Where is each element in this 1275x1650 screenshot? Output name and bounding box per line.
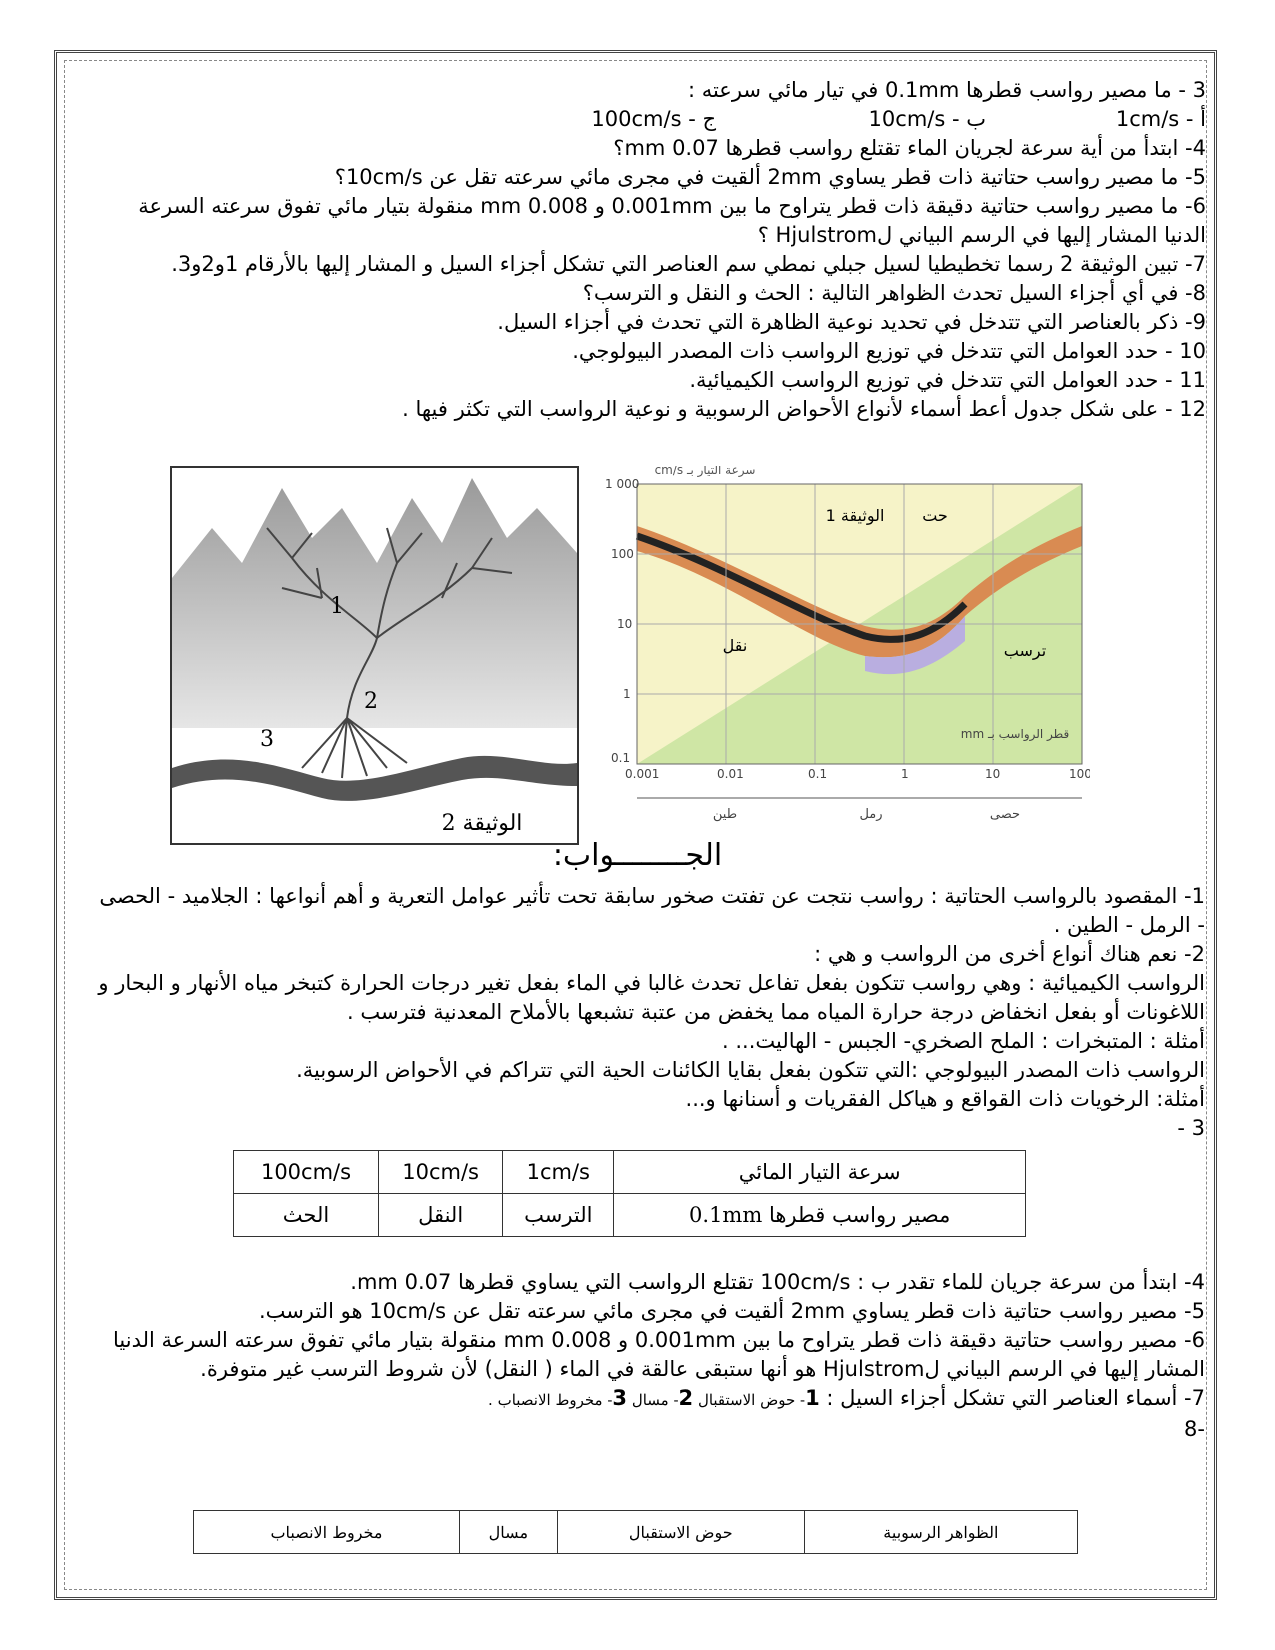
label-1: 1 xyxy=(330,594,344,619)
answer-8-label: -8 xyxy=(1184,1417,1205,1441)
label-2: 2 xyxy=(364,689,378,714)
answer-7-part2: - مسال xyxy=(627,1391,679,1409)
answer-3-table xyxy=(233,1150,1026,1237)
y-axis-title: سرعة التيار بـ cm/s xyxy=(654,466,756,477)
doc1-label: الوثيقة 1 xyxy=(825,506,885,525)
answer-2-examples: أمثلة : المتبخرات : الملح الصخري- الجبس - الهاليت... . xyxy=(722,1029,1205,1053)
x-tick-0-01: 0.01 xyxy=(717,767,744,781)
answer-2-biological: الرواسب ذات المصدر البيولوجي :التي تتكون بفعل بقايا الكائنات الحية التي تتراكم في الأحواض الرسوبية. xyxy=(296,1058,1205,1082)
table-cell: 10cm/s xyxy=(379,1151,503,1194)
question-10: 10 - حدد العوامل التي تتدخل في توزيع الرواسب ذات المصدر البيولوجي. xyxy=(572,339,1206,363)
table-cell: مصير رواسب قطرها 0.1mm xyxy=(614,1194,1026,1237)
x-axis-title: قطر الرواسب بـ mm xyxy=(960,727,1070,741)
y-tick-1000: 1 000 xyxy=(605,477,640,491)
x-tick-0-1: 0.1 xyxy=(808,767,828,781)
answer-7 xyxy=(95,1384,1205,1415)
class-gravel: حصى xyxy=(989,807,1021,822)
table-cell: 1cm/s xyxy=(503,1151,614,1194)
answer-7-part1: - حوض الاستقبال xyxy=(693,1391,806,1409)
question-7: 7- تبين الوثيقة 2 رسما تخطيطيا لسيل جبلي نمطي سم العناصر التي تشكل أجزاء السيل و المشار إليها بالأرقام 1و2و3. xyxy=(171,252,1206,276)
answer-8-table xyxy=(193,1510,1078,1554)
table-cell: مخروط الانصباب xyxy=(194,1511,460,1554)
torrent-drawing xyxy=(172,468,577,843)
answer-7-lead: 7- أسماء العناصر التي تشكل أجزاء السيل : xyxy=(819,1386,1205,1410)
question-5: 5- ما مصير رواسب حتاتية ذات قطر يساوي 2mm ألقيت في مجرى مائي سرعته تقل عن 10cm/s؟ xyxy=(334,165,1206,189)
y-tick-100: 100 xyxy=(611,547,634,561)
label-3: 3 xyxy=(260,727,274,752)
answers-section-2 xyxy=(95,1268,1205,1444)
y-tick-10: 10 xyxy=(617,617,633,631)
x-tick-100: 100 xyxy=(1069,767,1090,781)
question-3: 3 - ما مصير رواسب قطرها 0.1mm في تيار مائي سرعته : xyxy=(687,78,1206,102)
option-c: ج - 100cm/s xyxy=(591,107,716,131)
option-a: أ - 1cm/s xyxy=(1115,107,1206,131)
x-tick-0-001: 0.001 xyxy=(625,767,660,781)
answer-3-label: 3 - xyxy=(1177,1116,1205,1140)
torrent-diagram xyxy=(170,466,579,845)
answer-title: الجــــــــواب: xyxy=(552,838,723,873)
doc2-label: الوثيقة 2 xyxy=(441,811,523,836)
answer-4: 4- ابتدأ من سرعة جريان للماء تقدر ب : 100cm/s تقتلع الرواسب التي يساوي قطرها 0.07 mm. xyxy=(350,1270,1205,1294)
y-tick-1: 1 xyxy=(623,687,631,701)
table-cell: 100cm/s xyxy=(234,1151,379,1194)
table-cell: سرعة التيار المائي xyxy=(614,1151,1026,1194)
table-cell: مسال xyxy=(459,1511,557,1554)
hjulstrom-drawing xyxy=(605,466,1090,836)
answer-7-n3: 3 xyxy=(612,1386,628,1410)
table-row xyxy=(234,1151,1026,1194)
questions-section xyxy=(118,76,1206,424)
answer-2-chemical: الرواسب الكيميائية : وهي رواسب تتكون بفعل تفاعل تحدث غالبا في الماء بفعل تغير درجات الحرارة كتبخر مياه الأنهار و البحار و اللاغونات أو بفعل انخفاض درجة حرارة المياه مما يخفض من عتبة تشبعها بالأملاح المعدنية فترسب . xyxy=(98,971,1205,1024)
class-clay: طين xyxy=(712,807,738,822)
question-8: 8- في أي أجزاء السيل تحدث الظواهر التالية : الحث و النقل و الترسب؟ xyxy=(582,281,1206,305)
figures-row xyxy=(170,466,1090,846)
question-11: 11 - حدد العوامل التي تتدخل في توزيع الرواسب الكيميائية. xyxy=(689,368,1206,392)
x-tick-1: 1 xyxy=(901,767,909,781)
option-b: ب - 10cm/s xyxy=(868,107,986,131)
x-tick-10: 10 xyxy=(985,767,1001,781)
answer-5: 5- مصير رواسب حتاتية ذات قطر يساوي 2mm ألقيت في مجرى مائي سرعته تقل عن 10cm/s هو الترسب. xyxy=(258,1299,1205,1323)
class-sand: رمل xyxy=(859,807,883,822)
answer-6: 6- مصير رواسب حتاتية دقيقة ذات قطر يتراوح ما بين 0.001mm و 0.008 mm منقولة بتيار مائي تفوق سرعته السرعة الدنيا المشار إليها في الرسم البياني لHjulstrom هو أنها ستبقى عالقة في الماء ( النقل) لأن شروط الترسب غير متوفرة. xyxy=(113,1328,1205,1381)
y-tick-0-1: 0.1 xyxy=(611,751,631,765)
question-9: 9- ذكر بالعناصر التي تتدخل في تحديد نوعية الظاهرة التي تحدث في أجزاء السيل. xyxy=(497,310,1206,334)
zone-erosion: حت xyxy=(922,506,948,525)
answer-7-part3: - مخروط الانصباب . xyxy=(488,1391,613,1409)
answer-1: 1- المقصود بالرواسب الحتاتية : رواسب نتجت عن تفتت صخور سابقة تحت تأثير عوامل التعرية و أهم أنواعها : الجلاميد - الحصى - الرمل - الطين . xyxy=(99,884,1205,937)
zone-transport: نقل xyxy=(722,636,748,655)
answer-7-n1: 1 xyxy=(805,1386,820,1410)
river-valley xyxy=(172,756,577,801)
table-cell: الحث xyxy=(234,1194,379,1237)
table-row xyxy=(234,1194,1026,1237)
table-cell: الظواهر الرسوبية xyxy=(804,1511,1077,1554)
answers-section xyxy=(95,882,1205,1143)
question-12: 12 - على شكل جدول أعط أسماء لأنواع الأحواض الرسوبية و نوعية الرواسب التي تكثر فيها . xyxy=(402,397,1206,421)
answer-7-n2: 2 xyxy=(678,1386,694,1410)
question-3-options xyxy=(118,105,1206,134)
question-6: 6- ما مصير رواسب حتاتية دقيقة ذات قطر يتراوح ما بين 0.001mm و 0.008 mm منقولة بتيار مائي تفوق سرعته السرعة الدنيا المشار إليها في الرسم البياني لHjulstrom ؟ xyxy=(138,194,1206,247)
question-4: 4- ابتدأ من أية سرعة لجريان الماء تقتلع رواسب قطرها 0.07 mm؟ xyxy=(613,136,1206,160)
table-cell: النقل xyxy=(379,1194,503,1237)
table-cell: حوض الاستقبال xyxy=(557,1511,804,1554)
answer-2: 2- نعم هناك أنواع أخرى من الرواسب و هي : xyxy=(814,942,1205,966)
zone-deposit: ترسب xyxy=(1003,641,1047,660)
answer-2-bio-examples: أمثلة: الرخويات ذات القواقع و هياكل الفقريات و أسنانها و... xyxy=(685,1087,1205,1111)
hjulstrom-chart xyxy=(605,466,1090,836)
table-row xyxy=(194,1511,1078,1554)
table-cell: الترسب xyxy=(503,1194,614,1237)
